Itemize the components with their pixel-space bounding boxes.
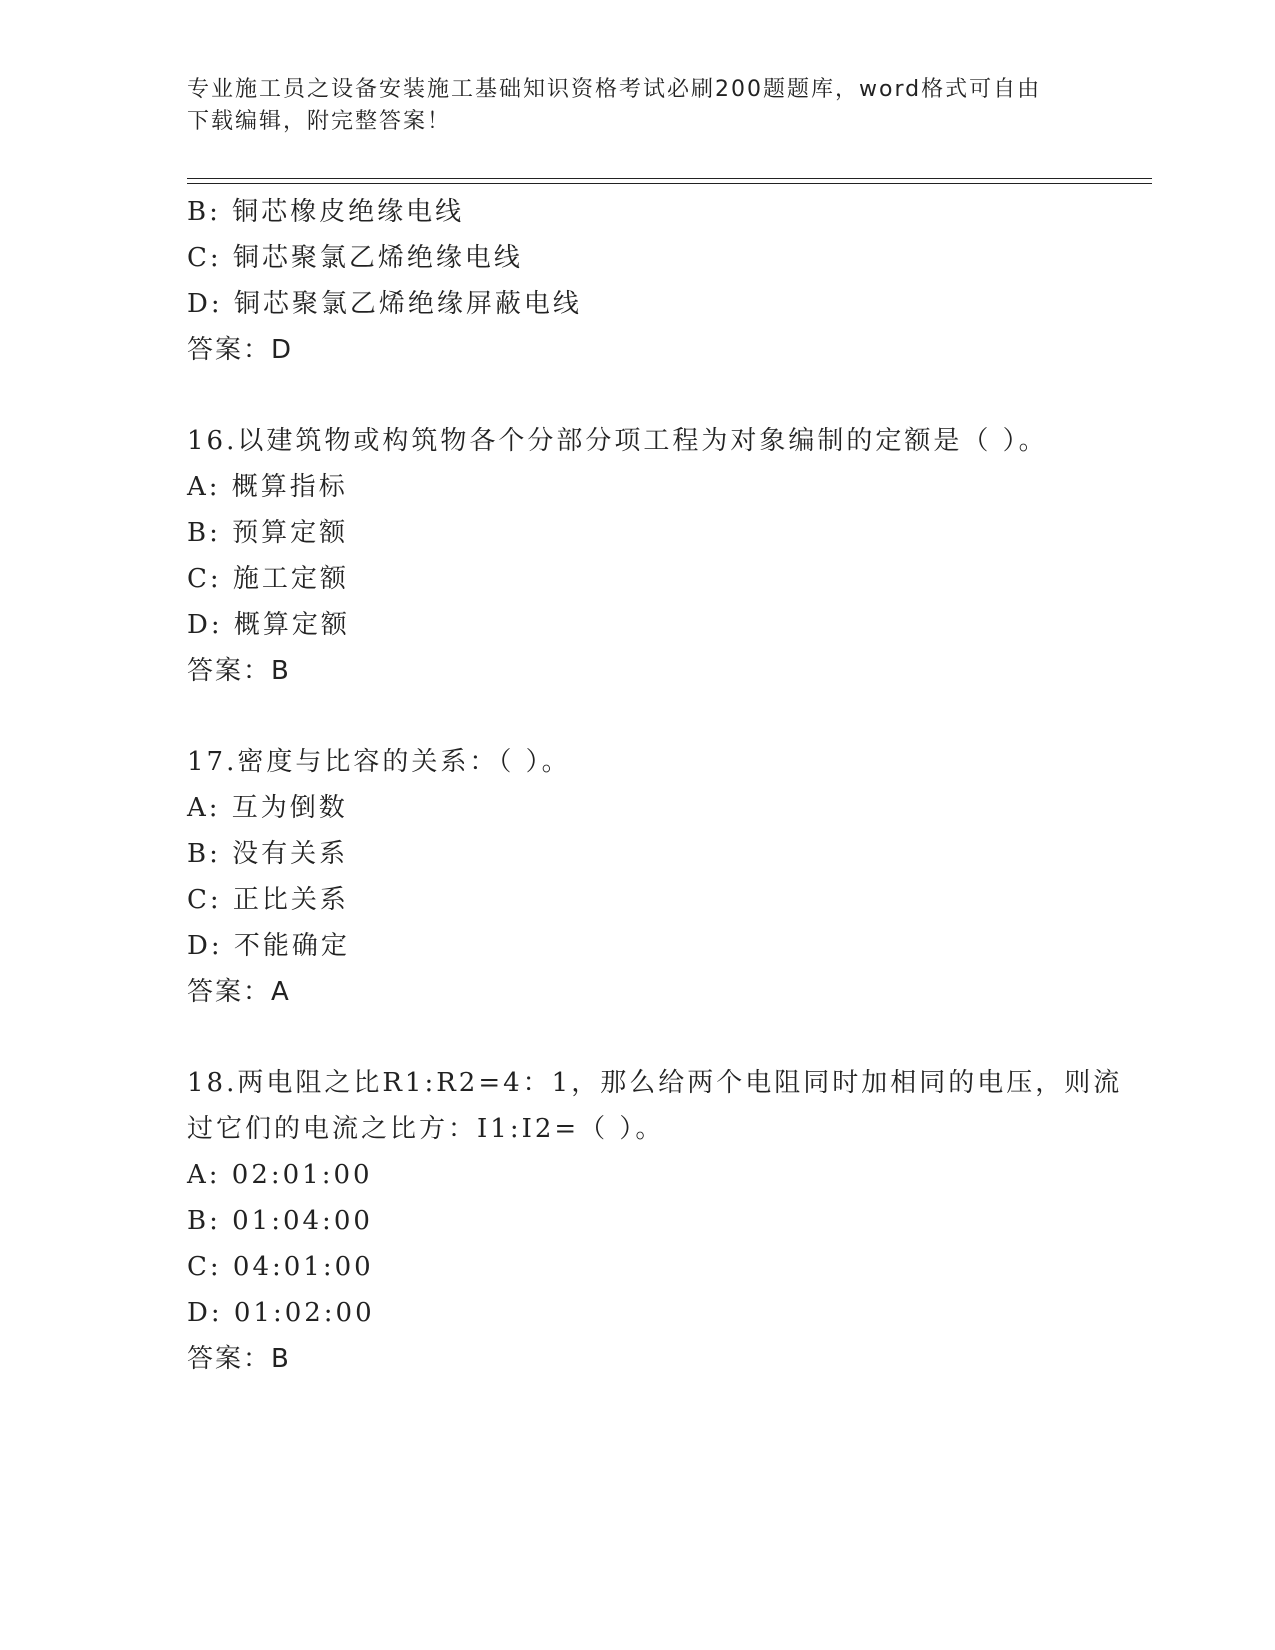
option-b: B: 铜芯橡皮绝缘电线 [187, 197, 465, 227]
option-b: B: 01:04:00 [187, 1206, 373, 1236]
question-stem-line: 17.密度与比容的关系：（ ）。 [187, 747, 571, 777]
option-c: C: 铜芯聚氯乙烯绝缘电线 [187, 243, 523, 273]
question-18 [187, 1060, 1147, 1382]
question-15-tail [187, 189, 1147, 373]
option-d: D: 概算定额 [187, 610, 350, 640]
document-header [187, 74, 1067, 138]
option-c: C: 04:01:00 [187, 1252, 374, 1282]
option-b: B: 预算定额 [187, 518, 349, 548]
question-stem [187, 418, 1147, 464]
question-stem [187, 739, 1147, 785]
option-a: A: 互为倒数 [187, 793, 348, 823]
answer: 答案：B [187, 1344, 291, 1374]
option-b: B: 没有关系 [187, 839, 349, 869]
question-stem-line-1: 18.两电阻之比R1:R2=4：1，那么给两个电阻同时加相同的电压，则流 [187, 1068, 1123, 1098]
header-divider-top [187, 178, 1152, 179]
answer: 答案：B [187, 656, 291, 686]
option-d: D: 不能确定 [187, 931, 350, 961]
option-d: D: 01:02:00 [187, 1298, 375, 1328]
question-list [187, 189, 1147, 1382]
option-c: C: 正比关系 [187, 885, 349, 915]
header-divider-bottom [187, 183, 1152, 184]
question-17 [187, 739, 1147, 1015]
option-a: A: 02:01:00 [187, 1160, 373, 1190]
option-a: A: 概算指标 [187, 472, 348, 502]
answer: 答案：A [187, 977, 291, 1007]
header-line-1: 专业施工员之设备安装施工基础知识资格考试必刷200题题库，word格式可自由 [187, 77, 1042, 102]
question-stem-line: 16.以建筑物或构筑物各个分部分项工程为对象编制的定额是（ ）。 [187, 426, 1048, 456]
question-stem [187, 1060, 1147, 1152]
spacer [187, 694, 1147, 739]
answer: 答案：D [187, 335, 294, 365]
header-line-2: 下载编辑，附完整答案！ [187, 109, 452, 134]
question-stem-line-2: 过它们的电流之比方：I1:I2=（ ）。 [187, 1114, 665, 1144]
spacer [187, 373, 1147, 418]
option-c: C: 施工定额 [187, 564, 349, 594]
option-d: D: 铜芯聚氯乙烯绝缘屏蔽电线 [187, 289, 582, 319]
spacer [187, 1015, 1147, 1060]
question-16 [187, 418, 1147, 694]
